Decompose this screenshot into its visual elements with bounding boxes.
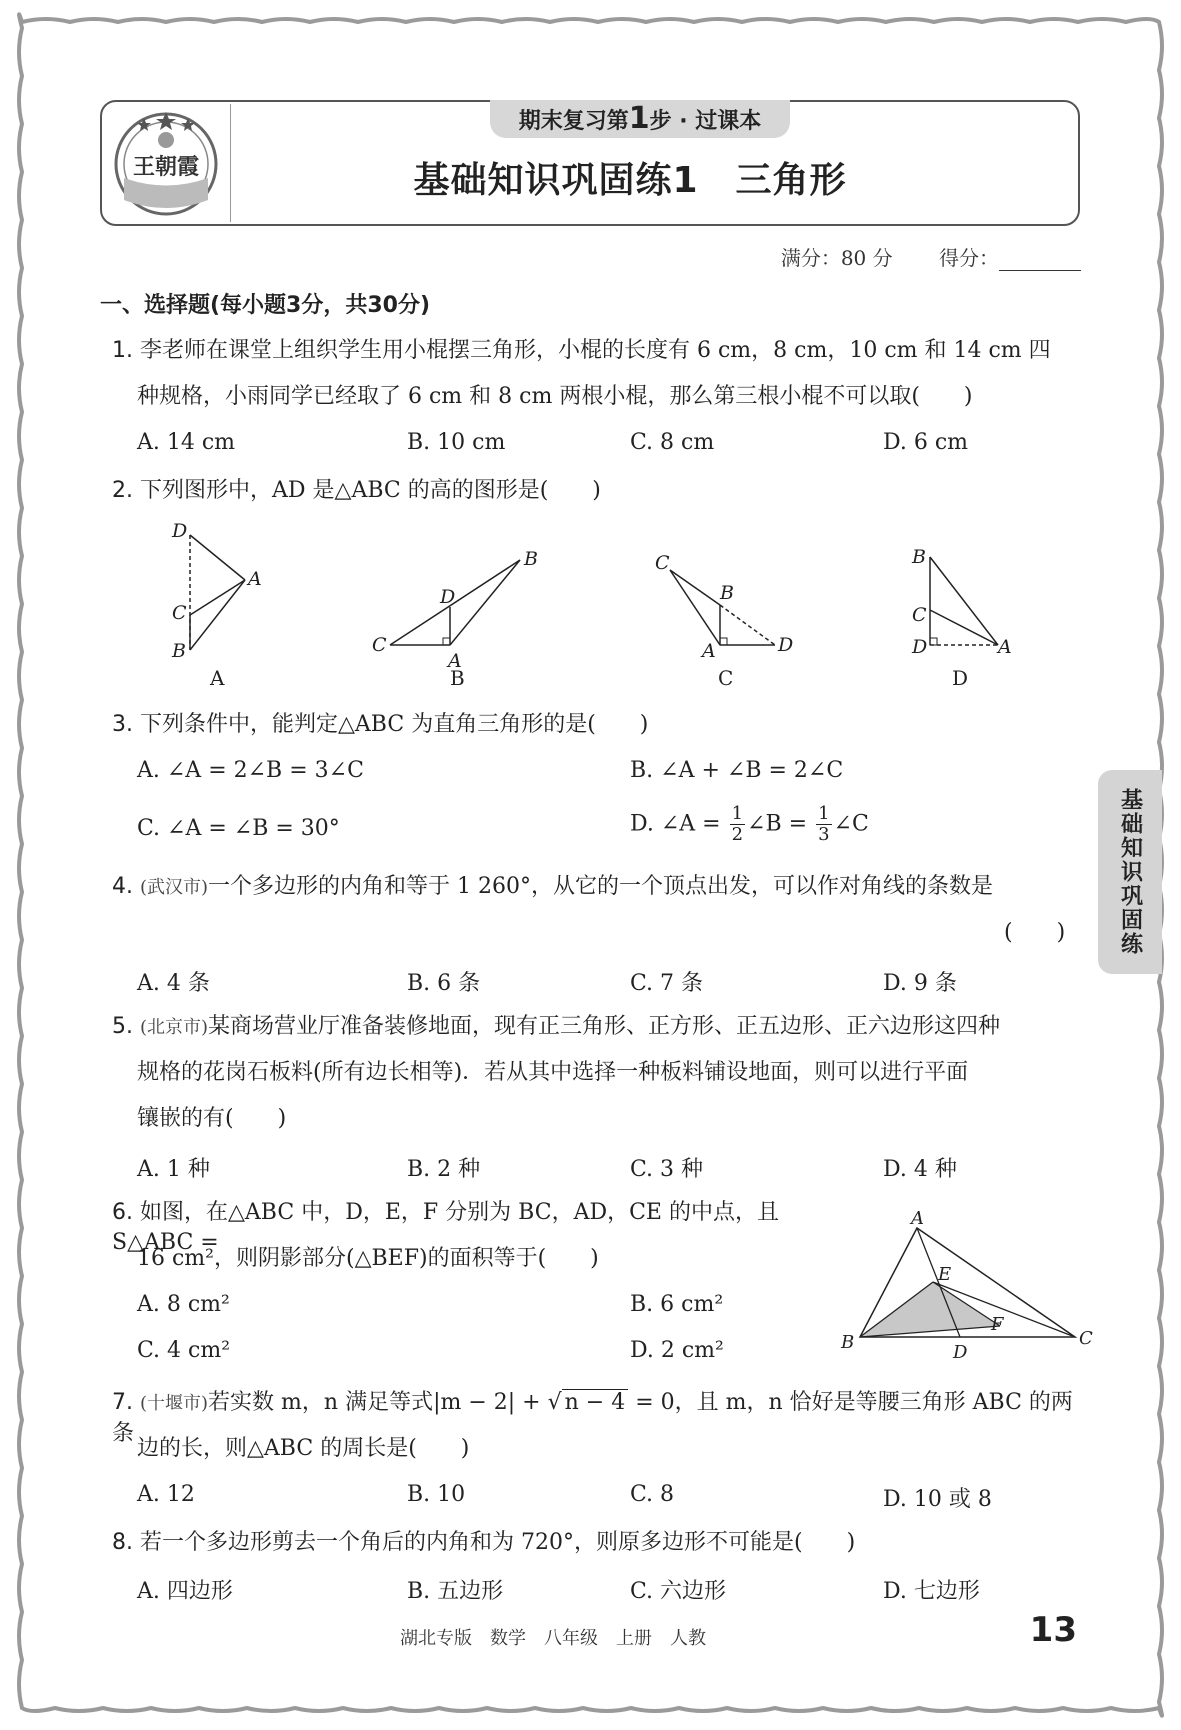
q1-option-c[interactable]: C. 8 cm bbox=[630, 430, 715, 455]
score-got-label: 得分： bbox=[939, 246, 999, 270]
question-text: 如图，在△ABC 中，D，E，F 分别为 BC，AD，CE 的中点，且 S△ABC = bbox=[112, 1200, 779, 1255]
question-source: (北京市) bbox=[140, 1017, 209, 1038]
q2-figures bbox=[150, 515, 1070, 695]
section-side-tab[interactable]: 基础知识巩固练 bbox=[1098, 770, 1162, 974]
question-5-line3: 镶嵌的有( ) bbox=[137, 1106, 287, 1131]
score-blank bbox=[999, 250, 1081, 271]
question-6-line2: 16 cm²，则阴影部分(△BEF)的面积等于( ) bbox=[137, 1246, 599, 1271]
question-2 bbox=[112, 476, 601, 506]
question-source: (十堰市) bbox=[140, 1393, 209, 1414]
question-text: 若一个多边形剪去一个角后的内角和为 720°，则原多边形不可能是( ) bbox=[140, 1530, 856, 1555]
question-number: 8. bbox=[112, 1530, 133, 1555]
svg-text:A: A bbox=[702, 640, 716, 662]
question-7-line2: 边的长，则△ABC 的周长是( ) bbox=[137, 1436, 470, 1461]
q4-option-a[interactable]: A. 4 条 bbox=[137, 971, 210, 996]
q1-option-d[interactable]: D. 6 cm bbox=[883, 430, 969, 455]
svg-text:A: A bbox=[911, 1208, 924, 1229]
q4-option-b[interactable]: B. 6 条 bbox=[407, 971, 481, 996]
question-text: 下列图形中，AD 是△ABC 的高的图形是( ) bbox=[140, 478, 601, 503]
question-number: 2. bbox=[112, 478, 133, 503]
q3-option-d[interactable] bbox=[630, 804, 869, 845]
question-number: 5. bbox=[112, 1014, 133, 1039]
q5-option-c[interactable]: C. 3 种 bbox=[630, 1157, 704, 1182]
q1-option-a[interactable]: A. 14 cm bbox=[137, 430, 236, 455]
fraction-one-third: $\frac{1}{3}$ bbox=[818, 803, 830, 845]
q6-option-c[interactable]: C. 4 cm² bbox=[137, 1338, 231, 1363]
q2-figure-label-c: C bbox=[718, 666, 734, 690]
answer-paren: ( ) bbox=[1004, 920, 1066, 945]
radicand: n − 4 bbox=[562, 1389, 629, 1415]
q3-option-d-mid: ∠B = bbox=[747, 811, 815, 837]
step-number: 1 bbox=[628, 101, 650, 136]
q3-option-d-end: ∠C bbox=[833, 811, 869, 837]
question-source: (武汉市) bbox=[140, 877, 209, 898]
section-title: 一、选择题(每小题3分，共30分) bbox=[100, 293, 431, 318]
q2-figure-c bbox=[655, 552, 793, 662]
footer-text: 湖北专版 数学 八年级 上册 人教 bbox=[400, 1628, 706, 1649]
question-number: 1. bbox=[112, 338, 133, 363]
q8-option-b[interactable]: B. 五边形 bbox=[407, 1579, 504, 1604]
svg-text:C: C bbox=[655, 552, 670, 574]
svg-text:D: D bbox=[953, 1342, 968, 1363]
svg-text:A: A bbox=[248, 568, 262, 590]
q2-figure-a bbox=[171, 520, 262, 662]
q3-option-a[interactable]: A. ∠A = 2∠B = 3∠C bbox=[137, 758, 364, 783]
question-4 bbox=[112, 872, 1092, 903]
q2-figure-label-a: A bbox=[210, 666, 225, 690]
svg-text:C: C bbox=[912, 604, 927, 626]
q7-option-b[interactable]: B. 10 bbox=[407, 1482, 466, 1507]
q6-option-d[interactable]: D. 2 cm² bbox=[630, 1338, 724, 1363]
q1-option-b[interactable]: B. 10 cm bbox=[407, 430, 506, 455]
svg-text:C: C bbox=[172, 602, 187, 624]
q5-option-b[interactable]: B. 2 种 bbox=[407, 1157, 481, 1182]
question-1 bbox=[112, 336, 1082, 366]
question-number: 7. bbox=[112, 1390, 133, 1415]
question-text-a: 若实数 m，n 满足等式|m − 2| + √ bbox=[208, 1390, 562, 1415]
question-text-b: = 0，且 m，n 恰好是等腰三角形 ABC 的两条 bbox=[112, 1390, 1073, 1446]
svg-text:A: A bbox=[998, 636, 1012, 658]
q8-option-a[interactable]: A. 四边形 bbox=[137, 1579, 233, 1604]
step-badge bbox=[490, 100, 790, 138]
q8-option-c[interactable]: C. 六边形 bbox=[630, 1579, 727, 1604]
question-number: 4. bbox=[112, 874, 133, 899]
q6-option-a[interactable]: A. 8 cm² bbox=[137, 1292, 230, 1317]
q4-option-c[interactable]: C. 7 条 bbox=[630, 971, 704, 996]
question-number: 3. bbox=[112, 712, 133, 737]
q7-option-d[interactable]: D. 10 或 8 bbox=[883, 1487, 992, 1512]
q2-figure-label-b: B bbox=[450, 666, 465, 690]
svg-text:B: B bbox=[524, 548, 538, 570]
full-score: 满分：80 分 bbox=[780, 246, 893, 270]
page-title: 基础知识巩固练1 三角形 bbox=[413, 160, 847, 201]
score-line bbox=[781, 242, 1081, 271]
question-3 bbox=[112, 710, 648, 740]
svg-text:A: A bbox=[448, 650, 462, 672]
step-suffix: 步 · 过课本 bbox=[649, 109, 762, 134]
q6-triangle-figure bbox=[835, 1208, 1093, 1363]
question-text: 李老师在课堂上组织学生用小棍摆三角形，小棍的长度有 6 cm，8 cm，10 cm 和 14 cm 四 bbox=[140, 338, 1051, 363]
question-text: 下列条件中，能判定△ABC 为直角三角形的是( ) bbox=[140, 712, 649, 737]
logo-divider bbox=[230, 104, 231, 222]
q4-option-d[interactable]: D. 9 条 bbox=[883, 971, 957, 996]
question-5 bbox=[112, 1012, 1092, 1043]
question-5-line2: 规格的花岗石板料(所有边长相等)．若从其中选择一种板料铺设地面，则可以进行平面 bbox=[137, 1060, 969, 1085]
q3-option-d-start: D. ∠A = bbox=[630, 811, 728, 837]
svg-text:C: C bbox=[1079, 1328, 1093, 1349]
q7-option-a[interactable]: A. 12 bbox=[137, 1482, 195, 1507]
svg-text:B: B bbox=[172, 640, 186, 662]
q2-figure-d bbox=[911, 546, 1012, 658]
svg-text:D: D bbox=[440, 586, 456, 608]
q8-option-d[interactable]: D. 七边形 bbox=[883, 1579, 980, 1604]
svg-text:D: D bbox=[172, 520, 188, 542]
question-text: 某商场营业厅准备装修地面，现有正三角形、正方形、正五边形、正六边形这四种 bbox=[208, 1014, 1001, 1039]
svg-text:B: B bbox=[841, 1332, 855, 1353]
question-8 bbox=[112, 1528, 855, 1558]
svg-text:F: F bbox=[991, 1314, 1004, 1335]
svg-text:B: B bbox=[720, 582, 734, 604]
svg-text:王朝霞: 王朝霞 bbox=[132, 154, 200, 180]
svg-text:E: E bbox=[938, 1264, 952, 1285]
svg-text:B: B bbox=[912, 546, 926, 568]
svg-text:D: D bbox=[778, 634, 794, 656]
svg-text:D: D bbox=[912, 636, 928, 658]
question-text: 一个多边形的内角和等于 1 260°，从它的一个顶点出发，可以作对角线的条数是 bbox=[208, 874, 994, 899]
q5-option-d[interactable]: D. 4 种 bbox=[883, 1157, 957, 1182]
q2-figure-label-d: D bbox=[952, 666, 969, 690]
q6-option-b[interactable]: B. 6 cm² bbox=[630, 1292, 724, 1317]
svg-text:C: C bbox=[372, 634, 387, 656]
fraction-one-half: $\frac{1}{2}$ bbox=[731, 803, 744, 845]
q2-figure-b bbox=[372, 548, 538, 672]
page-number: 13 bbox=[1029, 1610, 1077, 1650]
step-prefix: 期末复习第 bbox=[518, 109, 629, 134]
question-1-line2: 种规格，小雨同学已经取了 6 cm 和 8 cm 两根小棍，那么第三根小棍不可以取( ) bbox=[137, 384, 973, 409]
q7-option-c[interactable]: C. 8 bbox=[630, 1482, 675, 1507]
question-number: 6. bbox=[112, 1200, 133, 1225]
q3-option-b[interactable]: B. ∠A + ∠B = 2∠C bbox=[630, 758, 844, 783]
publisher-logo bbox=[110, 108, 222, 220]
q5-option-a[interactable]: A. 1 种 bbox=[137, 1157, 210, 1182]
q3-option-c[interactable]: C. ∠A = ∠B = 30° bbox=[137, 816, 340, 841]
